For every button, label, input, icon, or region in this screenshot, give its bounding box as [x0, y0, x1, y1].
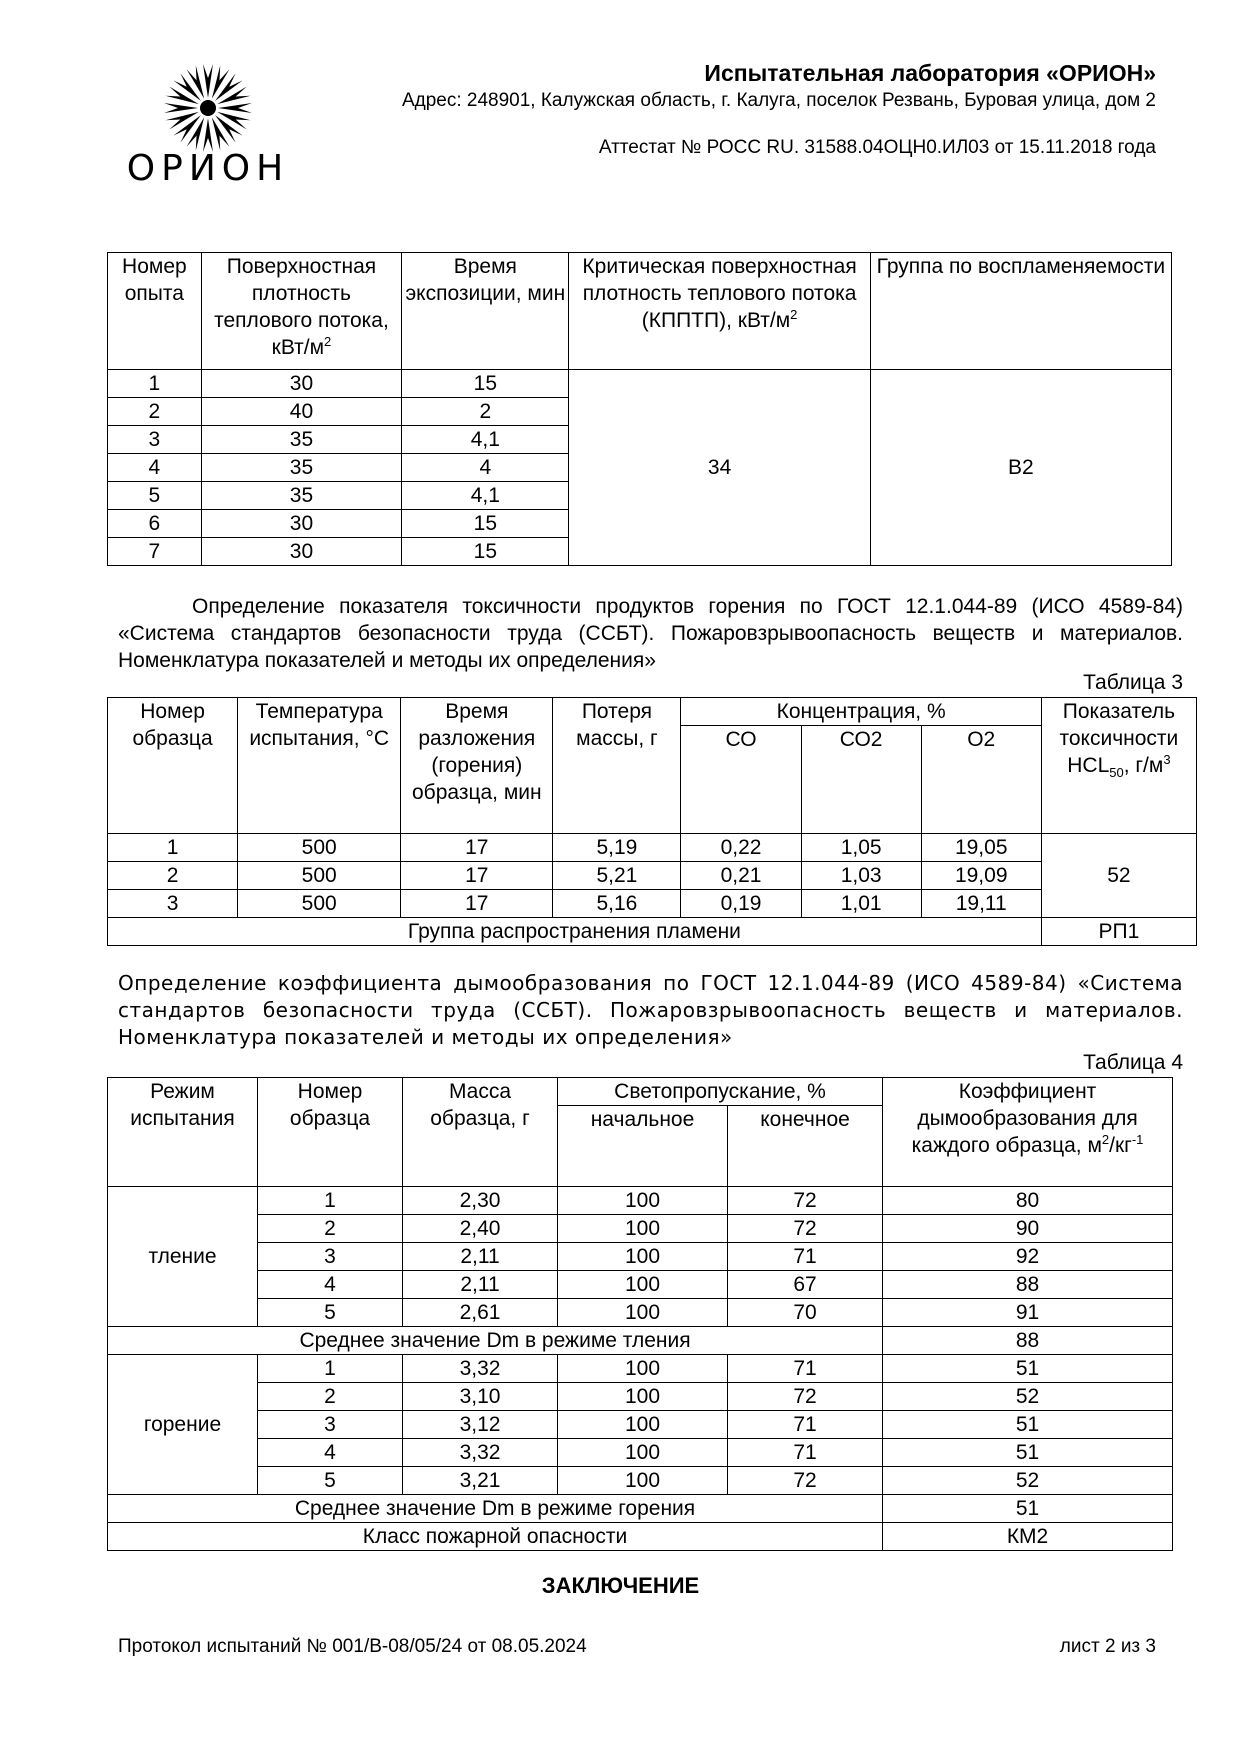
table-cell: 15 [402, 370, 569, 398]
table-caption: Таблица 3 [1083, 671, 1183, 694]
header-cell: Концентрация, % [681, 698, 1041, 726]
table-row [108, 862, 1197, 890]
table-row [108, 890, 1197, 918]
mode-label: тление [108, 1187, 258, 1327]
table-cell: 15 [402, 538, 569, 566]
table-cell: 2,11 [403, 1271, 558, 1299]
header-cell: Светопропускание, % [558, 1078, 883, 1106]
table-cell: 72 [728, 1187, 883, 1215]
table-cell: 100 [558, 1271, 728, 1299]
table-row [108, 834, 1197, 862]
table-caption: Таблица 4 [1083, 1051, 1183, 1074]
table-cell: 3 [108, 426, 202, 454]
table-cell: 17 [401, 890, 553, 918]
table-cell: 30 [201, 538, 402, 566]
header-cell: Время разложения (горения) образца, мин [401, 698, 553, 834]
table-cell: 3 [258, 1411, 403, 1439]
table-cell: 2,40 [403, 1215, 558, 1243]
table-cell: 1 [258, 1187, 403, 1215]
critical-value: 34 [569, 370, 870, 566]
table-cell: 1 [108, 834, 238, 862]
table-cell: 15 [402, 510, 569, 538]
table-cell: 100 [558, 1383, 728, 1411]
table-cell: 4 [402, 454, 569, 482]
table-row [108, 1271, 1173, 1299]
table-cell: 100 [558, 1355, 728, 1383]
header-cell: СО2 [801, 726, 921, 834]
table-cell: 40 [201, 398, 402, 426]
table-row [108, 1327, 1173, 1355]
table-cell: 500 [238, 834, 401, 862]
table-cell: 70 [728, 1299, 883, 1327]
header-cell: Критическая поверхностная плотность теплового потока (КППТП), кВт/$м^2$ [569, 253, 870, 370]
header-cell: Группа по воспламеняемости [870, 253, 1171, 370]
table-row [108, 1439, 1173, 1467]
table-cell: 72 [728, 1215, 883, 1243]
logo-text: ОРИОН [126, 148, 290, 189]
table-cell: 100 [558, 1411, 728, 1439]
table-cell: 35 [201, 482, 402, 510]
table-row [108, 370, 1172, 398]
table-cell: 72 [728, 1467, 883, 1495]
table-cell: 88 [883, 1271, 1173, 1299]
table-cell: 2 [258, 1215, 403, 1243]
table-cell: 2 [258, 1383, 403, 1411]
header-cell: Масса образца, г [403, 1078, 558, 1187]
table-cell: 4 [108, 454, 202, 482]
table-cell: 100 [558, 1243, 728, 1271]
table-cell: 52 [883, 1383, 1173, 1411]
table-cell: 30 [201, 510, 402, 538]
table-cell: 1 [258, 1355, 403, 1383]
sunflower-logo-icon [160, 60, 256, 156]
header-cell: начальное [558, 1106, 728, 1187]
table-header-row [108, 253, 1172, 370]
header-cell: Номер образца [258, 1078, 403, 1187]
average-label: Среднее значение Dm в режиме горения [108, 1495, 883, 1523]
table-row [108, 1355, 1173, 1383]
table-cell: 19,05 [921, 834, 1041, 862]
table-cell: 30 [201, 370, 402, 398]
flammability-table [107, 252, 1172, 566]
table-row [108, 1495, 1173, 1523]
table-cell: 2 [108, 862, 238, 890]
table-cell: 92 [883, 1243, 1173, 1271]
table-cell: 17 [401, 834, 553, 862]
table-cell: 1,03 [801, 862, 921, 890]
table-row [108, 1411, 1173, 1439]
header-cell: Время экспозиции, мин [402, 253, 569, 370]
table-cell: 19,09 [921, 862, 1041, 890]
table-cell: 51 [883, 1411, 1173, 1439]
table-cell: 1 [108, 370, 202, 398]
spread-label: Группа распространения пламени [108, 918, 1042, 946]
table-cell: 91 [883, 1299, 1173, 1327]
toxicity-value: 52 [1041, 834, 1196, 918]
table-cell: 71 [728, 1439, 883, 1467]
table-cell: 51 [883, 1439, 1173, 1467]
table-row [108, 1215, 1173, 1243]
table-cell: 5 [258, 1467, 403, 1495]
table-cell: 35 [201, 426, 402, 454]
table-cell: 1,05 [801, 834, 921, 862]
header-cell: СО [681, 726, 801, 834]
table-cell: 5,19 [553, 834, 681, 862]
table-cell: 2 [108, 398, 202, 426]
table-cell: 5,16 [553, 890, 681, 918]
table-cell: 1,01 [801, 890, 921, 918]
table-cell: 4,1 [402, 426, 569, 454]
table-cell: 17 [401, 862, 553, 890]
table-cell: 2,11 [403, 1243, 558, 1271]
table-cell: 71 [728, 1411, 883, 1439]
table-cell: 2 [402, 398, 569, 426]
table-cell: 5 [108, 482, 202, 510]
header-cell: Номер опыта [108, 253, 202, 370]
table-cell: 6 [108, 510, 202, 538]
table-cell: 100 [558, 1299, 728, 1327]
class-label: Класс пожарной опасности [108, 1523, 883, 1551]
conclusion-heading: ЗАКЛЮЧЕНИЕ [541, 1573, 700, 1598]
lab-address: Адрес: 248901, Калужская область, г. Калуга, поселок Резвань, Буровая улица, дом 2 [401, 90, 1156, 111]
table-cell: 500 [238, 862, 401, 890]
header-cell: Коэффициент дымообразования для каждого образца, $м^2/кг^{-1}$ [883, 1078, 1173, 1187]
header-cell: конечное [728, 1106, 883, 1187]
header-cell: О2 [921, 726, 1041, 834]
header-cell: Показатель токсичности $HCL_{50}$, $г/м^3$ [1041, 698, 1196, 834]
table-cell: 19,11 [921, 890, 1041, 918]
table-header-row [108, 698, 1197, 726]
table-cell: 4 [258, 1271, 403, 1299]
table-cell: 35 [201, 454, 402, 482]
table-row [108, 1187, 1173, 1215]
table-row [108, 918, 1197, 946]
table-cell: 5,21 [553, 862, 681, 890]
table-row [108, 1523, 1173, 1551]
table-cell: 3,12 [403, 1411, 558, 1439]
table-cell: 71 [728, 1355, 883, 1383]
mode-label: горение [108, 1355, 258, 1495]
table-cell: 7 [108, 538, 202, 566]
orion-logo [118, 60, 298, 190]
table-cell: 500 [238, 890, 401, 918]
table-cell: 3 [258, 1243, 403, 1271]
toxicity-table [107, 697, 1197, 946]
average-value: 88 [883, 1327, 1173, 1355]
table-row [108, 1299, 1173, 1327]
average-value: 51 [883, 1495, 1173, 1523]
spread-value: РП1 [1041, 918, 1196, 946]
page-number: лист 2 из 3 [1059, 1636, 1156, 1657]
header-cell: Температура испытания, °С [238, 698, 401, 834]
table-cell: 4,1 [402, 482, 569, 510]
table-cell: 100 [558, 1187, 728, 1215]
table-cell: 72 [728, 1383, 883, 1411]
smoke-intro-paragraph: Определение коэффициента дымообразования по ГОСТ 12.1.044-89 (ИСО 4589-84) «Система стандартов безопасности труда (ССБТ). Пожаровзрывоопасность веществ и материалов. Номенклатура показателей и методы их определения» [118, 971, 1183, 1049]
toxicity-intro-paragraph: Определение показателя токсичности продуктов горения по ГОСТ 12.1.044-89 (ИСО 4589-84) «Система стандартов безопасности труда (ССБТ). Пожаровзрывоопасность веществ и материалов. Номенклатура показателей и методы их определения» [118, 595, 1183, 672]
lab-certificate: Аттестат № РОСС RU. 31588.04ОЦН0.ИЛ03 от 15.11.2018 года [598, 137, 1156, 158]
header-cell: Потеря массы, г [553, 698, 681, 834]
table-cell: 52 [883, 1467, 1173, 1495]
table-cell: 3 [108, 890, 238, 918]
table-cell: 3,32 [403, 1439, 558, 1467]
header-cell: Режим испытания [108, 1078, 258, 1187]
table-cell: 0,19 [681, 890, 801, 918]
table-cell: 2,30 [403, 1187, 558, 1215]
table-cell: 67 [728, 1271, 883, 1299]
table-row [108, 1467, 1173, 1495]
table-cell: 100 [558, 1467, 728, 1495]
table-cell: 2,61 [403, 1299, 558, 1327]
table-cell: 71 [728, 1243, 883, 1271]
table-cell: 3,21 [403, 1467, 558, 1495]
table-cell: 51 [883, 1355, 1173, 1383]
header-cell: Поверхностная плотность теплового потока, кВт/$м^2$ [201, 253, 402, 370]
table-cell: 3,10 [403, 1383, 558, 1411]
protocol-footer: Протокол испытаний № 001/В-08/05/24 от 08.05.2024 [118, 1636, 587, 1657]
table-cell: 3,32 [403, 1355, 558, 1383]
table-cell: 100 [558, 1215, 728, 1243]
table-cell: 0,21 [681, 862, 801, 890]
table-cell: 0,22 [681, 834, 801, 862]
table-cell: 5 [258, 1299, 403, 1327]
table-cell: 90 [883, 1215, 1173, 1243]
lab-name: Испытательная лаборатория «ОРИОН» [704, 60, 1156, 86]
smoke-table [107, 1077, 1173, 1551]
header-cell: Номер образца [108, 698, 238, 834]
class-value: КМ2 [883, 1523, 1173, 1551]
average-label: Среднее значение Dm в режиме тления [108, 1327, 883, 1355]
table-cell: 80 [883, 1187, 1173, 1215]
table-row [108, 1243, 1173, 1271]
table-row [108, 1383, 1173, 1411]
table-cell: 4 [258, 1439, 403, 1467]
table-header-row [108, 1078, 1173, 1106]
table-cell: 100 [558, 1439, 728, 1467]
group-value: В2 [870, 370, 1171, 566]
